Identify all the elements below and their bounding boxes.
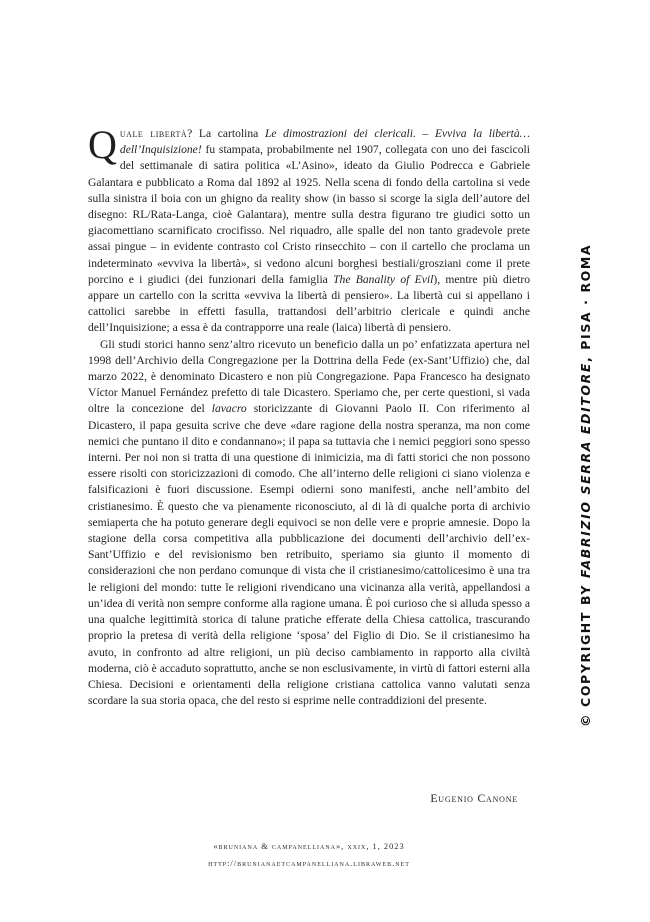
author-signature: Eugenio Canone [430, 792, 518, 805]
lavacro-term: lavacro [211, 402, 247, 416]
opening-smallcaps: uale libertà [119, 127, 188, 140]
paragraph-2 [88, 337, 530, 710]
paragraph-1-part-b: fu stampata, probabilmente nel 1907, collegata con uno dei fascicoli del settimanale di satira politica «L’Asino», ideato da Giulio Podrecca e Gabriele Galantara e pubblicato a Roma dal 1892 al 1925. Nella scena di fondo della cartolina si vede sulla sinistra il boia con un ghigno da reality show (in basso si scorge la sigla dell’autore del disegno: RL/Rata-Langa, cioè Galantara), mentre sulla destra figurano tre giudici sotto un giacomettiano scarnificato crocifisso. Nel riquadro, alle spalle del non tanto gradevole prete assai pingue – in evidente contrasto col Cristo rinsecchito – con il cartello che proclama un indeterminato «evviva la libertà», si vedono alcuni borghesi bestiali/grosziani come il prete porcino e i giudici (dei funzionari della famiglia [88, 143, 530, 286]
paragraph-1-part-c: ), mentre più dietro appare un cartello con la scritta «evviva la libertà di pensiero». La libertà cui si appellano i cattolici sarebbe in effetti fasulla, trattandosi dell’arbitrio clericale e quindi anche dell’Inquisizione; a essa è da contrapporre una reale (laica) libertà di pensiero. [88, 272, 530, 335]
journal-citation: «bruniana & campanelliana», xxix, 1, 2023 [213, 842, 405, 851]
paragraph-2-part-b: storicizzante di Giovanni Paolo II. Con riferimento al Dicastero, il papa gesuita scrive che deve «dare ragione della nostra speranza, ma non come nemici che puntano il dito e condannano»; il papa sa tuttavia che i nemici peggiori sono spesso interni. Per noi non si tratta di una questione di inimicizia, ma di fatti storici che non possono essere risolti con storicizzazioni di comodo. Che all’interno delle religioni ci siano violenza e falsificazioni è fuori discussione. Esempi odierni sono manifesti, anche nell’ambito del cristianesimo. È questo che va pienamente riconosciuto, al di là di qualche porta di archivio semiaperta che ha potuto generare degli equivoci se non delle vere e proprie amnesie. Dopo la stagione della corsa competitiva alla pubblicazione dei documenti dell’archivio dell’ex-Sant’Uffizio e del revisionismo ben retribuito, speriamo sia giunto il momento di considerazioni che non perdano comunque di vista che il cristianesimo/cattolicesimo è una tra le religioni del mondo: tutte le religioni rivendicano una vicinanza alla verità, appellandosi a un’idea di verità non sempre conforme alla ragione umana. È poi curioso che si alluda spesso a una qualche legittimità storica di talune pratiche efferate della Chiesa cattolica, trascurando proprio la pretesa di verità della religione ‘sposa’ del Figlio di Dio. Se il cristianesimo ha avuto, in confronto ad altre religioni, un più deciso cambiamento in rapporto alla civiltà moderna, ciò è accaduto soprattutto, anche se non esclusivamente, in virtù di fattori esterni alla Chiesa. Decisioni e orientamenti della religione cristiana cattolica vanno valutati senza scordare la sua storia opaca, che del resto si esprime nelle contraddizioni del presente. [88, 402, 530, 708]
copyright-notice [578, 237, 593, 727]
paragraph-1-part-a: ? La cartolina [187, 127, 265, 140]
copyright-prefix: © COPYRIGHT BY [578, 578, 593, 727]
paragraph-1 [88, 122, 530, 337]
journal-url[interactable]: http://brunianaetcampanelliana.libraweb.net [208, 859, 410, 868]
copyright-location: , PISA · ROMA [578, 243, 593, 362]
publisher-name: FABRIZIO SERRA EDITORE [578, 362, 593, 578]
postcard-title: Le dimostrazioni dei clericali. – Evviva la libertà… dell’Inquisizione! [119, 127, 530, 157]
paragraph-2-part-a: Gli studi storici hanno senz’altro ricevuto un beneficio dalla un po’ enfatizzata apertura nel 1998 dell’Archivio della Congregazione per la Dottrina della Fede (ex-Sant’Uffizio) che, dal marzo 2022, è denominato Dicastero e non più Congregazione. Papa Francesco ha designato Víctor Manuel Fernández prefetto di tale Dicastero. Speriamo che, per certe questioni, si vada oltre la concezione del [88, 337, 530, 416]
book-title: The Banality of Evil [333, 272, 434, 286]
editorial-text [88, 122, 530, 709]
drop-cap: Q [88, 122, 117, 167]
